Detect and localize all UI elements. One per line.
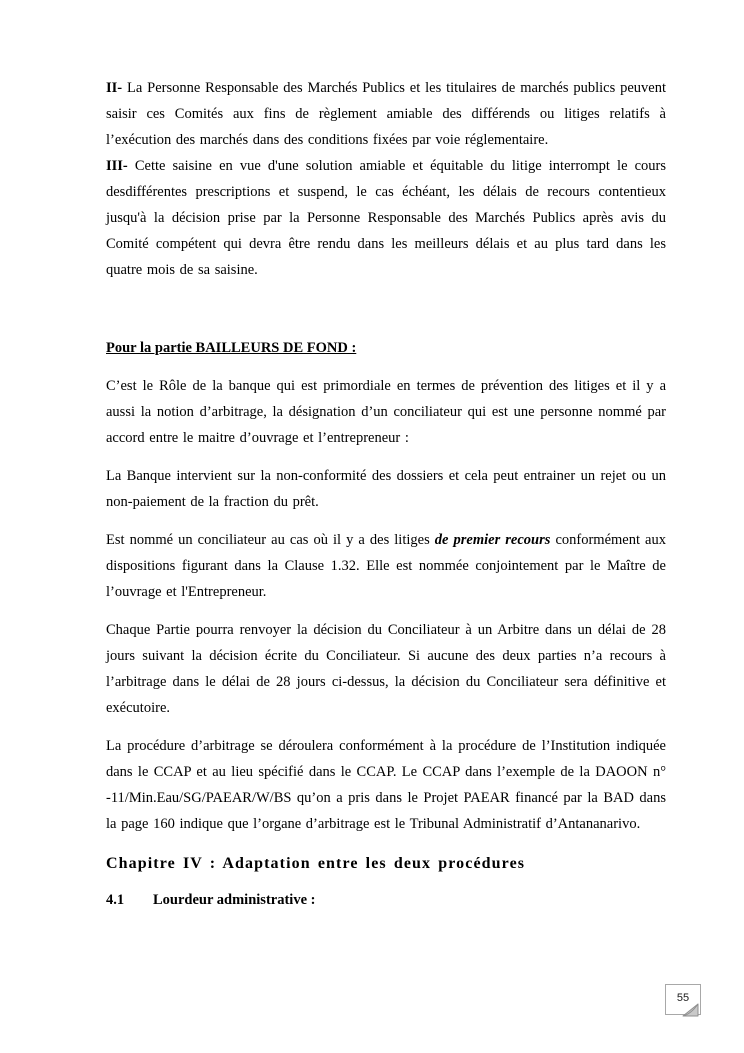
- paragraph-conciliateur-after: conformément aux dispositions figurant dans la Clause 1.32. Elle est nommée conjointement par le Maître de l’ouvrage et l'Entrepreneur.: [106, 532, 666, 600]
- paragraph-role-banque: C’est le Rôle de la banque qui est primordiale en termes de prévention des litiges et il y a aussi la notion d’arbitrage, la désignation d’un conciliateur qui est une personne nommé par accord entre le maitre d’ouvrage et l’entrepreneur :: [106, 378, 666, 446]
- chapter-iv-heading: Chapitre IV : Adaptation entre les deux procédures: [106, 855, 526, 872]
- paragraph-arbitre: Chaque Partie pourra renvoyer la décision du Conciliateur à un Arbitre dans un délai de 28 jours suivant la décision écrite du Conciliateur. Si aucune des deux parties n’a recours à l’arbitrage dans le délai de 28 jours ci-dessus, la décision du Conciliateur sera définitive et exécutoire.: [106, 622, 666, 716]
- page-number: 55: [676, 992, 690, 1004]
- paragraph-iii-numeral: III-: [106, 158, 128, 174]
- document-page-body: [106, 75, 666, 913]
- paragraph-iii-text: Cette saisine en vue d'une solution amiable et équitable du litige interrompt le cours desdifférentes prescriptions et suspend, le cas échéant, les délais de recours contentieux jusqu'à la décision prise par la Personne Responsable des Marchés Publics après avis du Comité compétent qui devra être rendu dans les meilleurs délais et au plus tard dans les quatre mois de sa saisine.: [106, 158, 666, 278]
- paragraph-conciliateur: [106, 527, 666, 605]
- page-number-box: [665, 984, 701, 1015]
- paragraph-saisine-iii: [106, 153, 666, 283]
- paragraph-procedure-arbitrage: La procédure d’arbitrage se déroulera conformément à la procédure de l’Institution indiquée dans le CCAP et au lieu spécifié dans le CCAP. Le CCAP dans l’exemple de la DAOON n° -11/Min.Eau/SG/PAEAR/W/BS qu’on a pris dans le Projet PAEAR financé par la BAD dans la page 160 indique que l’organe d’arbitrage est le Tribunal Administratif d’Antananarivo.: [106, 738, 666, 832]
- subsection-number: 4.1: [106, 892, 125, 908]
- paragraph-saisine-ii: [106, 75, 666, 153]
- paragraph-ii-numeral: II-: [106, 80, 123, 96]
- subsection-4-1-heading: [106, 887, 666, 913]
- paragraph-conciliateur-before: Est nommé un conciliateur au cas où il y a des litiges: [106, 532, 435, 548]
- paragraph-ii-text: La Personne Responsable des Marchés Publics et les titulaires de marchés publics peuvent saisir ces Comités aux fins de règlement amiable des différends ou litiges relatifs à l’exécution des marchés dans des conditions fixées par voie réglementaire.: [106, 80, 666, 148]
- paragraph-conciliateur-emphasis: de premier recours: [434, 532, 551, 548]
- paragraph-banque-intervient: La Banque intervient sur la non-conformité des dossiers et cela peut entrainer un rejet ou un non-paiement de la fraction du prêt.: [106, 468, 666, 510]
- page-fold-icon: [682, 1002, 700, 1018]
- bailleurs-de-fond-heading: Pour la partie BAILLEURS DE FOND :: [106, 340, 357, 356]
- subsection-title: Lourdeur administrative :: [153, 892, 316, 908]
